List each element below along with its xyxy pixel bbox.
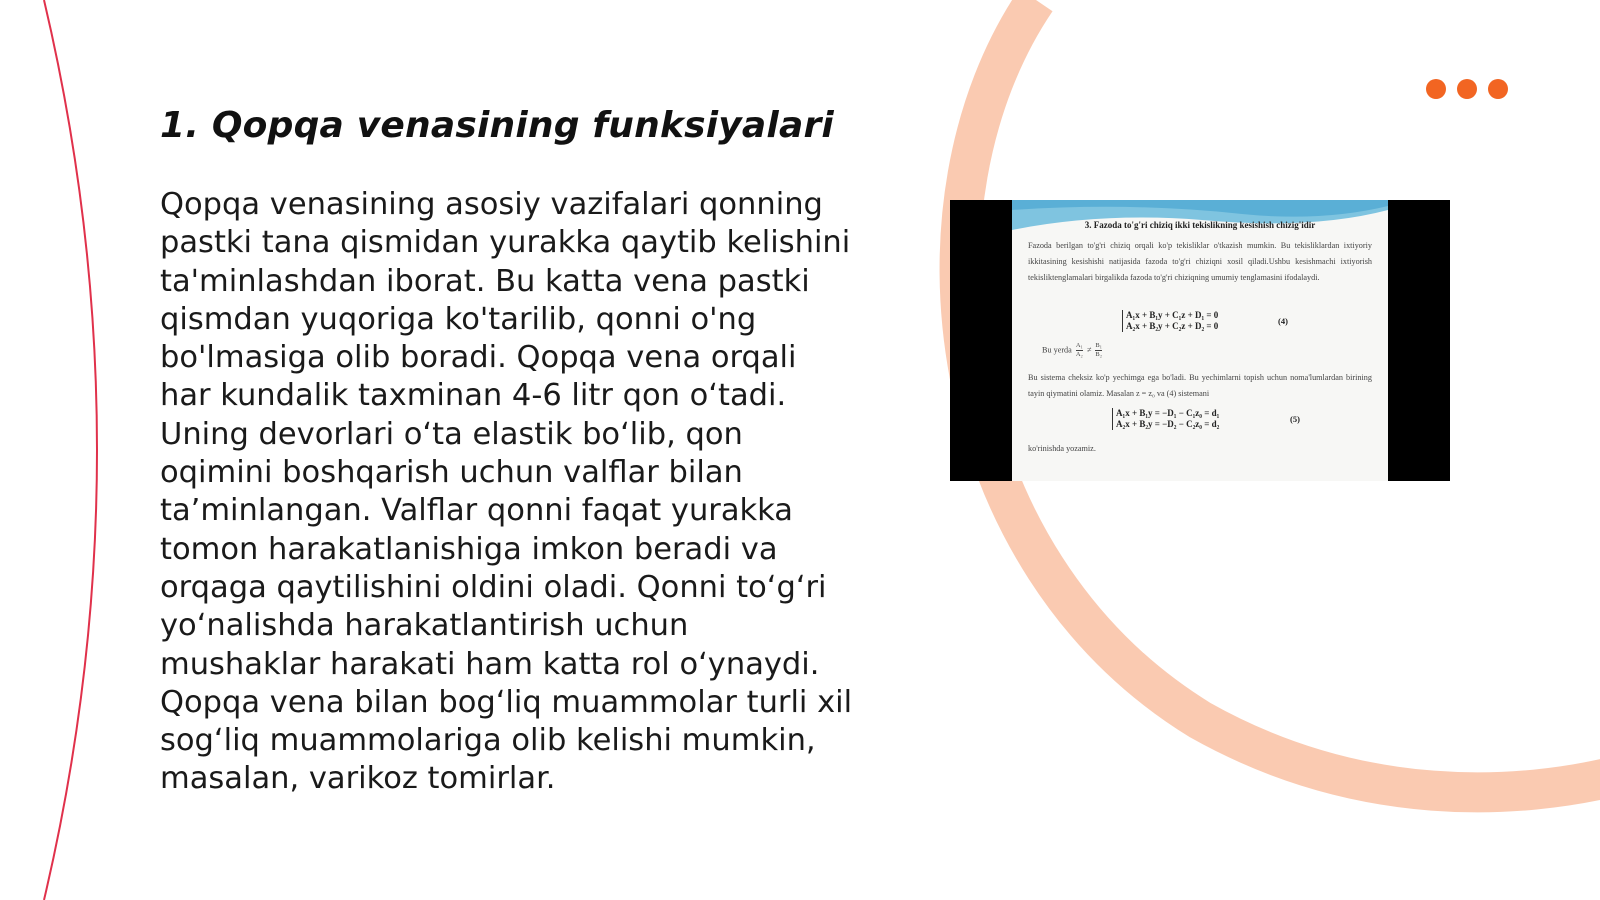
fraction	[1095, 342, 1102, 359]
body-line: bo'lmasiga olib boradi. Qopqa vena orqali	[160, 340, 797, 376]
body-line: oqimini boshqarish uchun valflar bilan	[160, 455, 743, 491]
document-page	[1012, 200, 1388, 481]
body-line: Qopqa venasining asosiy vazifalari qonning	[160, 187, 823, 222]
document-paragraph-2: Bu sistema cheksiz ko'p yechimga ega bo'ladi. Bu yechimlarni topish uchun noma'lumlardan birining tayin qiymatini olamiz. Masalan z = z₀ va (4) sistemani	[1028, 373, 1372, 398]
body-line: orqaga qaytilishini oldini oladi. Qonni to‘g‘ri	[160, 569, 827, 605]
fraction-denominator: A₂	[1075, 351, 1083, 358]
equation-line: A₂x + B₂y = −D₂ − C₂z₀ = d₂	[1116, 419, 1220, 429]
body-line: yo‘nalishda harakatlantirish uchun	[160, 608, 689, 644]
document-closing: ko'rinishda yozamiz.	[1028, 444, 1096, 453]
fraction-numerator: B₁	[1095, 342, 1103, 349]
body-line: tomon harakatlanishiga imkon beradi va	[160, 531, 778, 567]
document-image	[950, 200, 1450, 481]
document-paragraph-1: Fazoda berilgan to'g'ri chiziq orqali ko'p tekisliklar o'tkazish mumkin. Bu tekisliklardan ixtiyoriy ikkitasining kesishishi natijasida fazoda to'g'ri chiziqni xosil qiladi.Ushbu kesishmachi ixtiyorish tekisliktenglamalari birgalikda fazoda to'g'ri chiziqning umumiy tenglamasini ifodalaydi.	[1028, 241, 1372, 282]
body-line: har kundalik taxminan 4-6 litr qon o‘tadi.	[160, 378, 787, 414]
slide-body-text	[160, 186, 853, 799]
bu-yerda-line	[1042, 342, 1104, 359]
dot-icon	[1426, 79, 1446, 99]
bu-yerda-label: Bu yerda	[1042, 345, 1072, 355]
equation-number: (5)	[1290, 414, 1300, 424]
body-line: ta’minlangan. Valflar qonni faqat yurakka	[160, 493, 793, 529]
slide-title: 1. Qopqa venasining funksiyalari	[160, 105, 834, 146]
left-curve-line	[44, 0, 97, 900]
fraction-denominator: B₂	[1095, 351, 1103, 358]
body-line: pastki tana qismidan yurakka qaytib kelishini	[160, 225, 851, 261]
more-options-dots	[1426, 79, 1508, 99]
body-line: Qopqa vena bilan bog‘liq muammolar turli xil	[160, 684, 853, 720]
dot-icon	[1457, 79, 1477, 99]
not-equal-sign: ≠	[1086, 345, 1092, 355]
equation-line: A₁x + B₁y + C₁z + D₁ = 0	[1126, 310, 1219, 320]
fraction-numerator: A₁	[1075, 342, 1083, 349]
body-line: qismdan yuqoriga ko'tarilib, qonni o'ng	[160, 301, 757, 337]
body-line: Uning devorlari o‘ta elastik bo‘lib, qon	[160, 416, 743, 452]
body-line: mushaklar harakati ham katta rol o‘ynaydi.	[160, 646, 820, 682]
equation-line: A₁x + B₁y = −D₁ − C₁z₀ = d₁	[1116, 408, 1220, 418]
body-line: ta'minlashdan iborat. Bu katta vena pastki	[160, 263, 810, 299]
equation-number: (4)	[1278, 316, 1288, 326]
equation-system-5	[1112, 408, 1219, 430]
body-line: masalan, varikoz tomirlar.	[160, 761, 556, 797]
document-heading: 3. Fazoda to'g'ri chiziq ikki tekislikning kesishish chizig'idir	[1084, 220, 1316, 230]
dot-icon	[1488, 79, 1508, 99]
body-line: sog‘liq muammolariga olib kelishi mumkin,	[160, 723, 816, 759]
equation-system-4	[1122, 310, 1218, 332]
equation-line: A₂x + B₂y + C₂z + D₂ = 0	[1126, 321, 1219, 331]
fraction	[1076, 342, 1083, 359]
